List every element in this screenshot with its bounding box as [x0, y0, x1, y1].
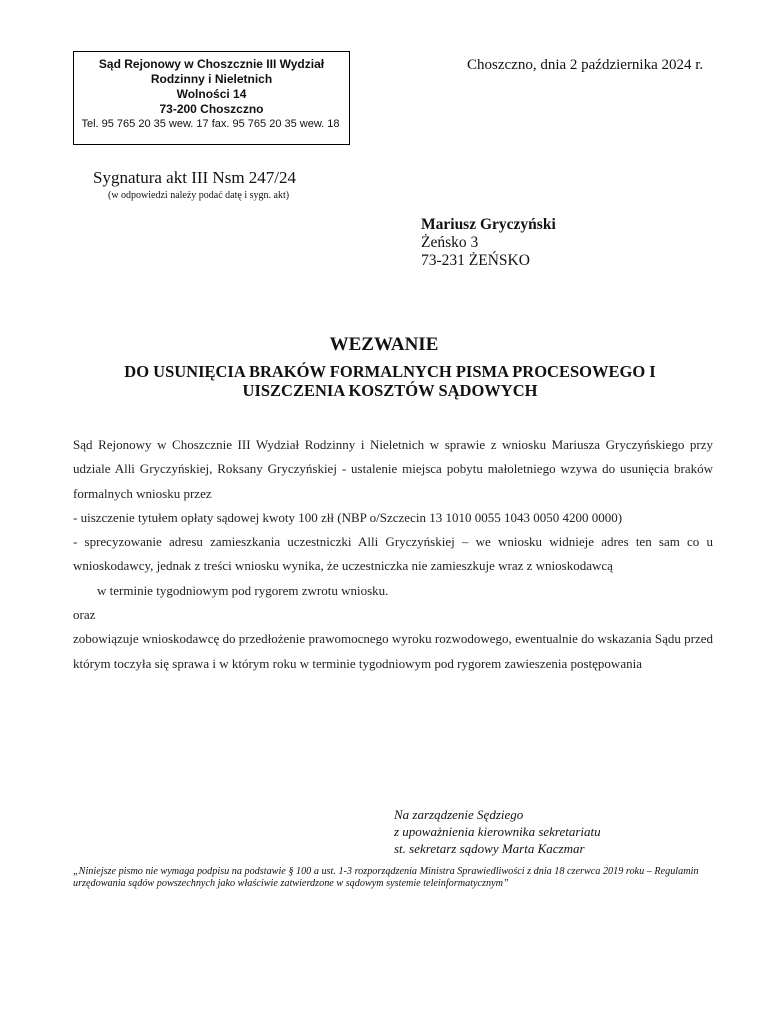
recipient-city: 73-231 ŻEŃSKO [421, 252, 530, 269]
recipient-name: Mariusz Gryczyński [421, 216, 556, 233]
signature-line2: z upoważnienia kierownika sekretariatu [394, 824, 601, 839]
case-signature: Sygnatura akt III Nsm 247/24 [93, 168, 297, 187]
document-date: Choszczno, dnia 2 października 2024 r. [467, 57, 704, 73]
signature-line1: Na zarządzenie Sędziego [394, 807, 524, 822]
document-subtitle: DO USUNIĘCIA BRAKÓW FORMALNYCH PISMA PROCESOWEGO I UISZCZENIA KOSZTÓW SĄDOWYCH [124, 362, 656, 400]
court-name-line2: Rodzinny i Nieletnich [150, 72, 273, 86]
body-deadline: w terminie tygodniowym pod rygorem zwrotu wniosku. [97, 582, 389, 598]
recipient-street: Żeńsko 3 [421, 234, 479, 251]
court-name-line1: Sąd Rejonowy w Choszcznie III Wydział [98, 57, 325, 71]
body-paragraph-intro: Sąd Rejonowy w Choszcznie III Wydział Rodzinny i Nieletnich w sprawie z wniosku Mariusza Gryczyńskiego przy udziale Alli Gryczyńskiej, Roksany Gryczyńskiej - ustalenie miejsca pobytu małoletniego wzywa do usunięcia braków formalnych wniosku przez [73, 437, 713, 501]
body-paragraph-obligation: zobowiązuje wnioskodawcę do przedłożenie prawomocnego wyroku rozwodowego, ewentualnie do wskazania Sądu przed którym toczyła się sprawa i w którym roku w terminie tygodniowym pod rygorem zawieszenia postępowania [73, 631, 713, 671]
body-item-fee: - uiszczenie tytułem opłaty sądowej kwoty 100 zł‌ł (NBP o/Szczecin 13 1010 0055 1043 0050 4200 0000) [73, 509, 623, 525]
body-conjunction: oraz [73, 607, 96, 623]
court-phone: Tel. 95 765 20 35 wew. 17 fax. 95 765 20 35 wew. 18 [81, 118, 340, 130]
legal-footnote: „Niniejsze pismo nie wymaga podpisu na podstawie § 100 a ust. 1-3 rozporządzenia Ministra Sprawiedliwości z dnia 18 czerwca 2019 roku – Regulamin urzędowania sądów powszechnych jako właściwie zatwierdzone w sądowym systemie teleinformatycznym” [73, 866, 699, 889]
document-body [73, 433, 713, 676]
court-header-box [73, 51, 350, 145]
document-title: WEZWANIE [329, 334, 439, 355]
signature-line3: st. sekretarz sądowy Marta Kaczmar [394, 841, 585, 856]
case-signature-note: (w odpowiedzi należy podać datę i sygn. akt) [108, 190, 290, 201]
body-item-address: - sprecyzowanie adresu zamieszkania uczestniczki Alli Gryczyńskiej – we wniosku widnieje adres ten sam co u wnioskodawcy, jednak z treści wniosku wynika, że uczestniczka nie zamieszkuje wraz z wnioskodawcą [73, 534, 713, 574]
signature-block [394, 806, 601, 857]
court-city: 73-200 Choszczno [159, 102, 264, 116]
recipient-address [421, 216, 556, 270]
court-street: Wolności 14 [176, 87, 247, 101]
